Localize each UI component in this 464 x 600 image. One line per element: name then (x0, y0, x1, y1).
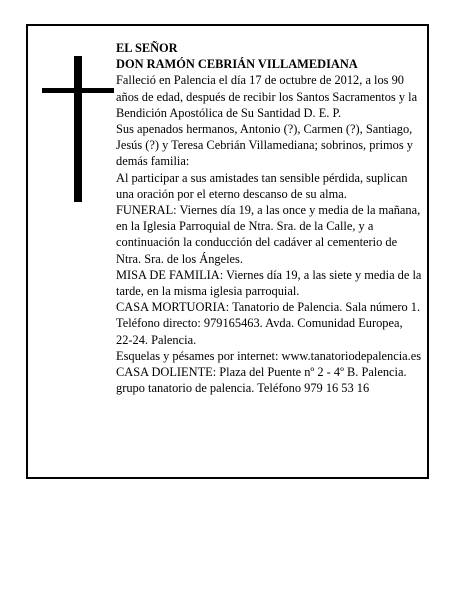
family-home-info: CASA DOLIENTE: Plaza del Puente nº 2 - 4º B. Palencia. (116, 365, 407, 380)
death-announcement: Falleció en Palencia el día 17 de octubre de 2012, a los 90 años de edad, después de recibir los Santos Sacramentos y la Bendición Apostólica de Su Santidad D. E. P. (116, 73, 418, 120)
funeral-group-contact: grupo tanatorio de palencia. Teléfono 979 16 53 16 (116, 381, 370, 396)
deceased-name: DON RAMÓN CEBRIÁN VILLAMEDIANA (116, 57, 358, 72)
cross-horizontal-bar (42, 88, 114, 93)
prayer-request: Al participar a sus amistades tan sensible pérdida, suplican una oración por el eterno descanso de su alma. (116, 170, 408, 201)
notice-text (116, 40, 422, 396)
family-mass-info: MISA DE FAMILIA: Viernes día 19, a las siete y media de la tarde, en la misma iglesia parroquial. (116, 267, 422, 299)
cross-icon (42, 56, 114, 202)
online-condolences: Esquelas y pésames por internet: www.tanatoriodepalencia.es (116, 348, 422, 363)
cross-vertical-bar (74, 56, 82, 202)
family-list: Sus apenados hermanos, Antonio (?), Carmen (?), Santiago, Jesús (?) y Teresa Cebrián Villamediana; sobrinos, primos y demás familia: (116, 122, 413, 169)
obituary-notice (26, 24, 429, 479)
notice-title: EL SEÑOR (116, 41, 178, 55)
funeral-home-info: CASA MORTUORIA: Tanatorio de Palencia. Sala número 1. Teléfono directo: 979165463. Avda. Comunidad Europea, 22-24. Palencia. (116, 300, 421, 347)
funeral-info: FUNERAL: Viernes día 19, a las once y media de la mañana, en la Iglesia Parroquial de Ntra. Sra. de la Calle, y a continuación la conducción del cadáver al cementerio de Ntra. Sra. de los Ángeles. (116, 203, 421, 266)
